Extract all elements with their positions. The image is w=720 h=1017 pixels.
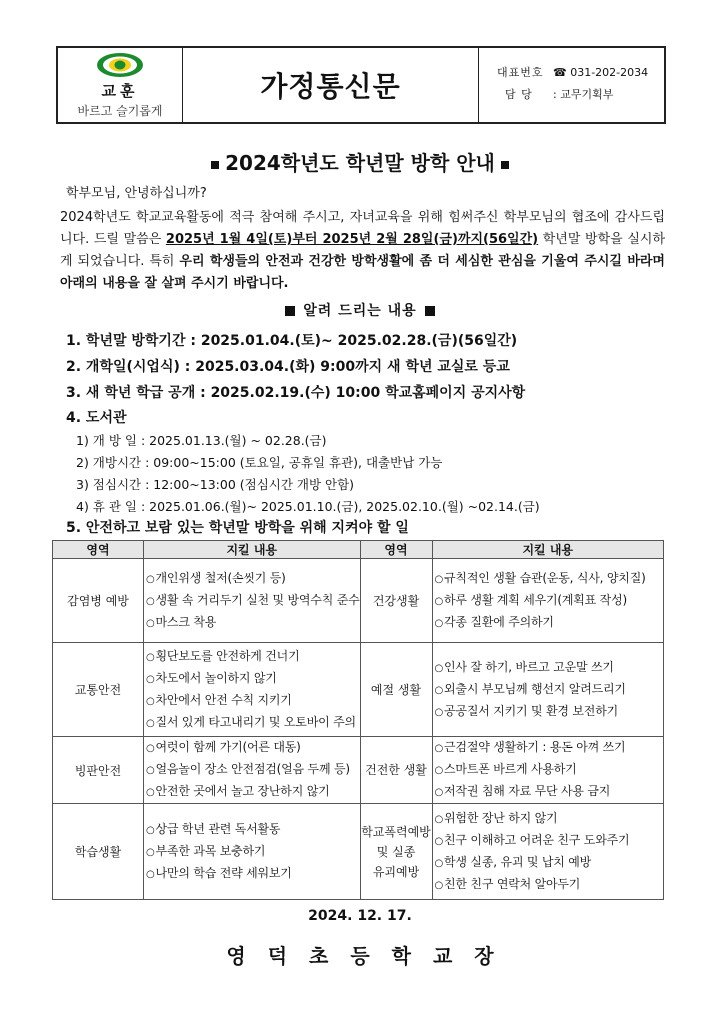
- rule-item: ○ 하루 생활 계획 세우기(계획표 작성): [435, 590, 664, 612]
- intro-paragraph: [60, 207, 665, 295]
- area-cell: 학습생활: [53, 804, 144, 900]
- rule-item: ○ 상급 학년 관련 독서활동: [146, 819, 360, 841]
- rules-cell: [144, 559, 361, 643]
- area-label-line: 유괴예방: [372, 864, 420, 879]
- item-opening-day: 2. 개학일(시업식) : 2025.03.04.(화) 9:00까지 새 학년 교실로 등교: [66, 359, 510, 375]
- rules-table: [52, 540, 664, 900]
- title-box: [183, 48, 479, 122]
- phone-row: [497, 62, 664, 84]
- rule-item: ○ 차도에서 놀이하지 않기: [146, 668, 360, 690]
- library-closed-days: 4) 휴 관 일 : 2025.01.06.(월)~ 2025.01.10.(금), 2025.02.10.(월) ~02.14.(금): [76, 499, 540, 514]
- area-cell: 건전한 생활: [360, 737, 432, 804]
- notice-title-text: 2024학년도 학년말 방학 안내: [225, 151, 495, 175]
- motto-text: 바르고 슬기롭게: [77, 103, 163, 118]
- phone-label: 대표번호: [497, 66, 544, 79]
- item-class-announcement: 3. 새 학년 학급 공개 : 2025.02.19.(수) 10:00 학교홈페이지 공지사항: [66, 385, 526, 401]
- rules-cell: [144, 643, 361, 737]
- charge-label: 담 당: [505, 88, 533, 101]
- square-bullet-icon: [501, 161, 509, 169]
- rules-cell: [432, 804, 664, 900]
- rules-cell: [432, 559, 664, 643]
- rule-item: ○ 마스크 착용: [146, 612, 360, 634]
- table-row: [53, 559, 664, 643]
- area-cell: 교통안전: [53, 643, 144, 737]
- library-lunch: 3) 점심시간 : 12:00~13:00 (점심시간 개방 안함): [76, 477, 355, 492]
- rule-item: ○ 각종 질환에 주의하기: [435, 612, 664, 634]
- vacation-period-highlight: 2025년 1월 4일(토)부터 2025년 2월 28일(금)까지(56일간): [165, 232, 539, 247]
- school-logo-icon: [96, 52, 144, 78]
- rule-item: ○ 질서 있게 타고내리기 및 오토바이 주의: [146, 712, 360, 734]
- safety-request-text: 우리 학생들의 안전과 건강한 방학생활에 좀 더 세심한 관심을 기울여 주시길 바라며 아래의 내용을 잘 살펴 주시기 바랍니다.: [60, 254, 665, 291]
- rule-item: ○ 위험한 장난 하지 않기: [435, 808, 664, 830]
- phone-value: ☎ 031-202-2034: [553, 66, 649, 79]
- rule-item: ○ 횡단보도를 안전하게 건너기: [146, 646, 360, 668]
- rules-cell: [144, 804, 361, 900]
- rule-item: ○ 여럿이 함께 가기(어른 대동): [146, 737, 360, 759]
- rules-cell: [144, 737, 361, 804]
- charge-row: [497, 84, 664, 106]
- rules-cell: [432, 643, 664, 737]
- principal-signature: 영덕초등학교장: [226, 944, 516, 968]
- notice-heading-text: 알려 드리는 내용: [303, 303, 417, 319]
- square-bullet-icon: [425, 306, 435, 316]
- charge-value: : 교무기획부: [553, 88, 614, 101]
- table-row: [53, 737, 664, 804]
- item-library: 4. 도서관: [66, 410, 127, 426]
- notice-title: [0, 147, 720, 176]
- rule-item: ○ 차안에서 안전 수칙 지키기: [146, 690, 360, 712]
- intro-text-2: 학년말 방학을 실시하게 되었습니다. 특히: [60, 232, 666, 269]
- rule-item: ○ 나만의 학습 전략 세워보기: [146, 863, 360, 885]
- table-row: [53, 643, 664, 737]
- library-hours: 2) 개방시간 : 09:00~15:00 (토요일, 공휴일 휴관), 대출반납 가능: [76, 455, 443, 470]
- rules-cell: [432, 737, 664, 804]
- area-cell: [360, 804, 432, 900]
- intro-text-1: 2024학년도 학교교육활동에 적극 참여해 주시고, 자녀교육을 위해 힘써주신 학부모님의 협조에 감사드립니다. 드릴 말씀은: [60, 210, 665, 247]
- motto-heading: 교훈: [101, 81, 139, 100]
- rule-item: ○ 생활 속 거리두기 실천 및 방역수칙 준수: [146, 590, 360, 612]
- greeting: 학부모님, 안녕하십니까?: [66, 186, 207, 201]
- contact-info: [479, 48, 664, 122]
- issue-date: 2024. 12. 17.: [308, 908, 412, 924]
- rule-item: ○ 안전한 곳에서 놀고 장난하지 않기: [146, 781, 360, 803]
- column-header: 지킬 내용: [432, 541, 664, 559]
- rule-item: ○ 스마트폰 바르게 사용하기: [435, 759, 664, 781]
- column-header: 영역: [360, 541, 432, 559]
- rule-item: ○ 규칙적인 생활 습관(운동, 식사, 양치질): [435, 568, 664, 590]
- table-header-row: [53, 541, 664, 559]
- area-label-line: 학교폭력예방: [361, 824, 431, 839]
- column-header: 영역: [53, 541, 144, 559]
- square-bullet-icon: [285, 306, 295, 316]
- rule-item: ○ 외출시 부모님께 행선지 알려드리기: [435, 679, 664, 701]
- rule-item: ○ 얼음놀이 장소 안전점검(얼음 두께 등): [146, 759, 360, 781]
- notice-heading: [0, 300, 720, 320]
- document-title: 가정통신문: [260, 70, 401, 103]
- rule-item: ○ 공공질서 지키기 및 환경 보전하기: [435, 701, 664, 723]
- square-bullet-icon: [211, 161, 219, 169]
- area-cell: 예절 생활: [360, 643, 432, 737]
- rule-item: ○ 부족한 과목 보충하기: [146, 841, 360, 863]
- rule-item: ○ 친구 이해하고 어려운 친구 도와주기: [435, 830, 664, 852]
- rule-item: ○ 친한 친구 연락처 알아두기: [435, 874, 664, 896]
- library-open-days: 1) 개 방 일 : 2025.01.13.(월) ~ 02.28.(금): [76, 433, 327, 448]
- school-motto-box: [58, 48, 183, 122]
- area-cell: 감염병 예방: [53, 559, 144, 643]
- column-header: 지킬 내용: [144, 541, 361, 559]
- rule-item: ○ 저작권 침해 자료 무단 사용 금지: [435, 781, 664, 803]
- rule-item: ○ 근검절약 생활하기 : 용돈 아껴 쓰기: [435, 737, 664, 759]
- rule-item: ○ 개인위생 철저(손씻기 등): [146, 568, 360, 590]
- item-safety-rules: 5. 안전하고 보람 있는 학년말 방학을 위해 지켜야 할 일: [66, 520, 409, 536]
- area-cell: 건강생활: [360, 559, 432, 643]
- table-row: [53, 804, 664, 900]
- area-label-line: 및 실종: [376, 844, 416, 859]
- rule-item: ○ 인사 잘 하기, 바르고 고운말 쓰기: [435, 657, 664, 679]
- rule-item: ○ 학생 실종, 유괴 및 납치 예방: [435, 852, 664, 874]
- area-cell: 빙판안전: [53, 737, 144, 804]
- item-vacation-period: 1. 학년말 방학기간 : 2025.01.04.(토)~ 2025.02.28.(금)(56일간): [66, 333, 518, 349]
- letter-header: [56, 46, 666, 124]
